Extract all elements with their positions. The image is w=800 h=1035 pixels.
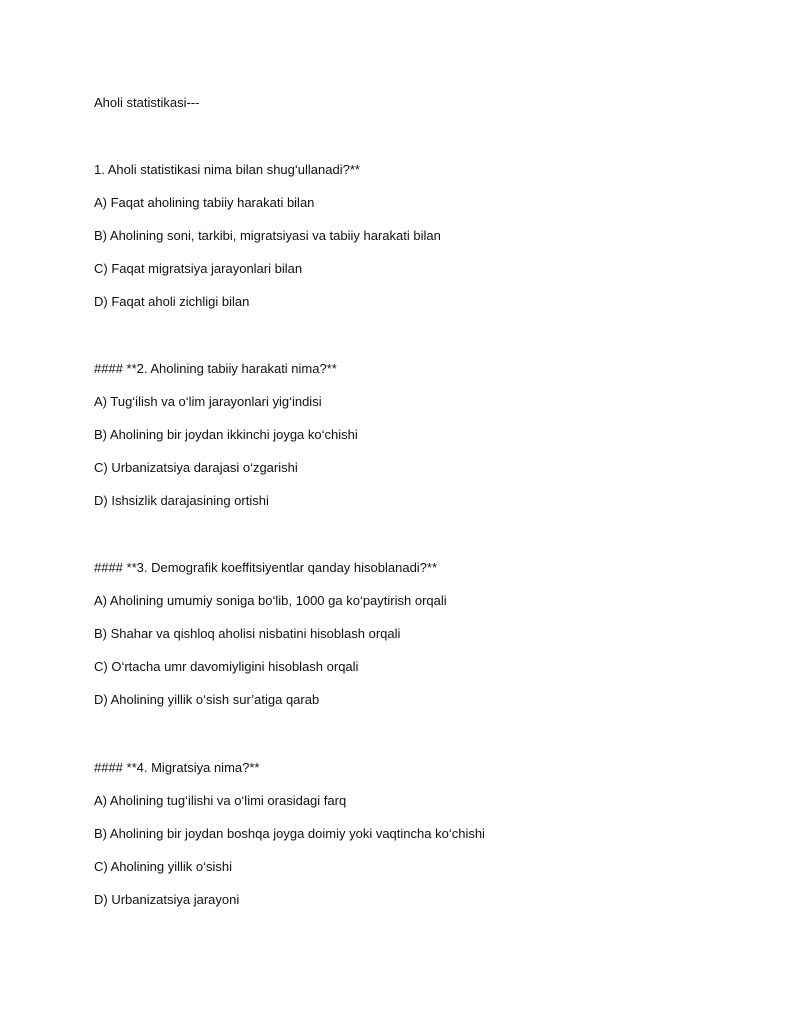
question-3-option-d: D) Aholining yillik o‘sish sur’atiga qarab: [94, 692, 320, 707]
question-1-option-b: B) Aholining soni, tarkibi, migratsiyasi va tabiiy harakati bilan: [94, 228, 441, 243]
question-4-option-d: D) Urbanizatsiya jarayoni: [94, 892, 240, 907]
question-4: #### **4. Migratsiya nima?**: [94, 760, 260, 775]
question-1-option-c: C) Faqat migratsiya jarayonlari bilan: [94, 261, 303, 276]
question-2-option-b: B) Aholining bir joydan ikkinchi joyga ko‘chishi: [94, 427, 358, 442]
question-3-option-c: C) O‘rtacha umr davomiyligini hisoblash orqali: [94, 659, 359, 674]
question-2-option-d: D) Ishsizlik darajasining ortishi: [94, 493, 269, 508]
question-4-option-b: B) Aholining bir joydan boshqa joyga doimiy yoki vaqtincha ko‘chishi: [94, 826, 485, 841]
question-3-option-a: A) Aholining umumiy soniga bo‘lib, 1000 ga ko‘paytirish orqali: [94, 593, 447, 608]
question-4-option-c: C) Aholining yillik o‘sishi: [94, 859, 232, 874]
question-2-option-c: C) Urbanizatsiya darajasi o‘zgarishi: [94, 460, 298, 475]
question-3-option-b: B) Shahar va qishloq aholisi nisbatini hisoblash orqali: [94, 626, 401, 641]
question-1: 1. Aholi statistikasi nima bilan shug‘ullanadi?**: [94, 162, 360, 177]
question-4-option-a: A) Aholining tug‘ilishi va o‘limi orasidagi farq: [94, 793, 347, 808]
question-2-option-a: A) Tug‘ilish va o‘lim jarayonlari yig‘indisi: [94, 394, 322, 409]
question-1-option-a: A) Faqat aholining tabiiy harakati bilan: [94, 195, 315, 210]
question-1-option-d: D) Faqat aholi zichligi bilan: [94, 294, 250, 309]
question-3: #### **3. Demografik koeffitsiyentlar qanday hisoblanadi?**: [94, 560, 438, 575]
document-title: Aholi statistikasi---: [94, 95, 200, 110]
question-2: #### **2. Aholining tabiiy harakati nima?**: [94, 361, 337, 376]
